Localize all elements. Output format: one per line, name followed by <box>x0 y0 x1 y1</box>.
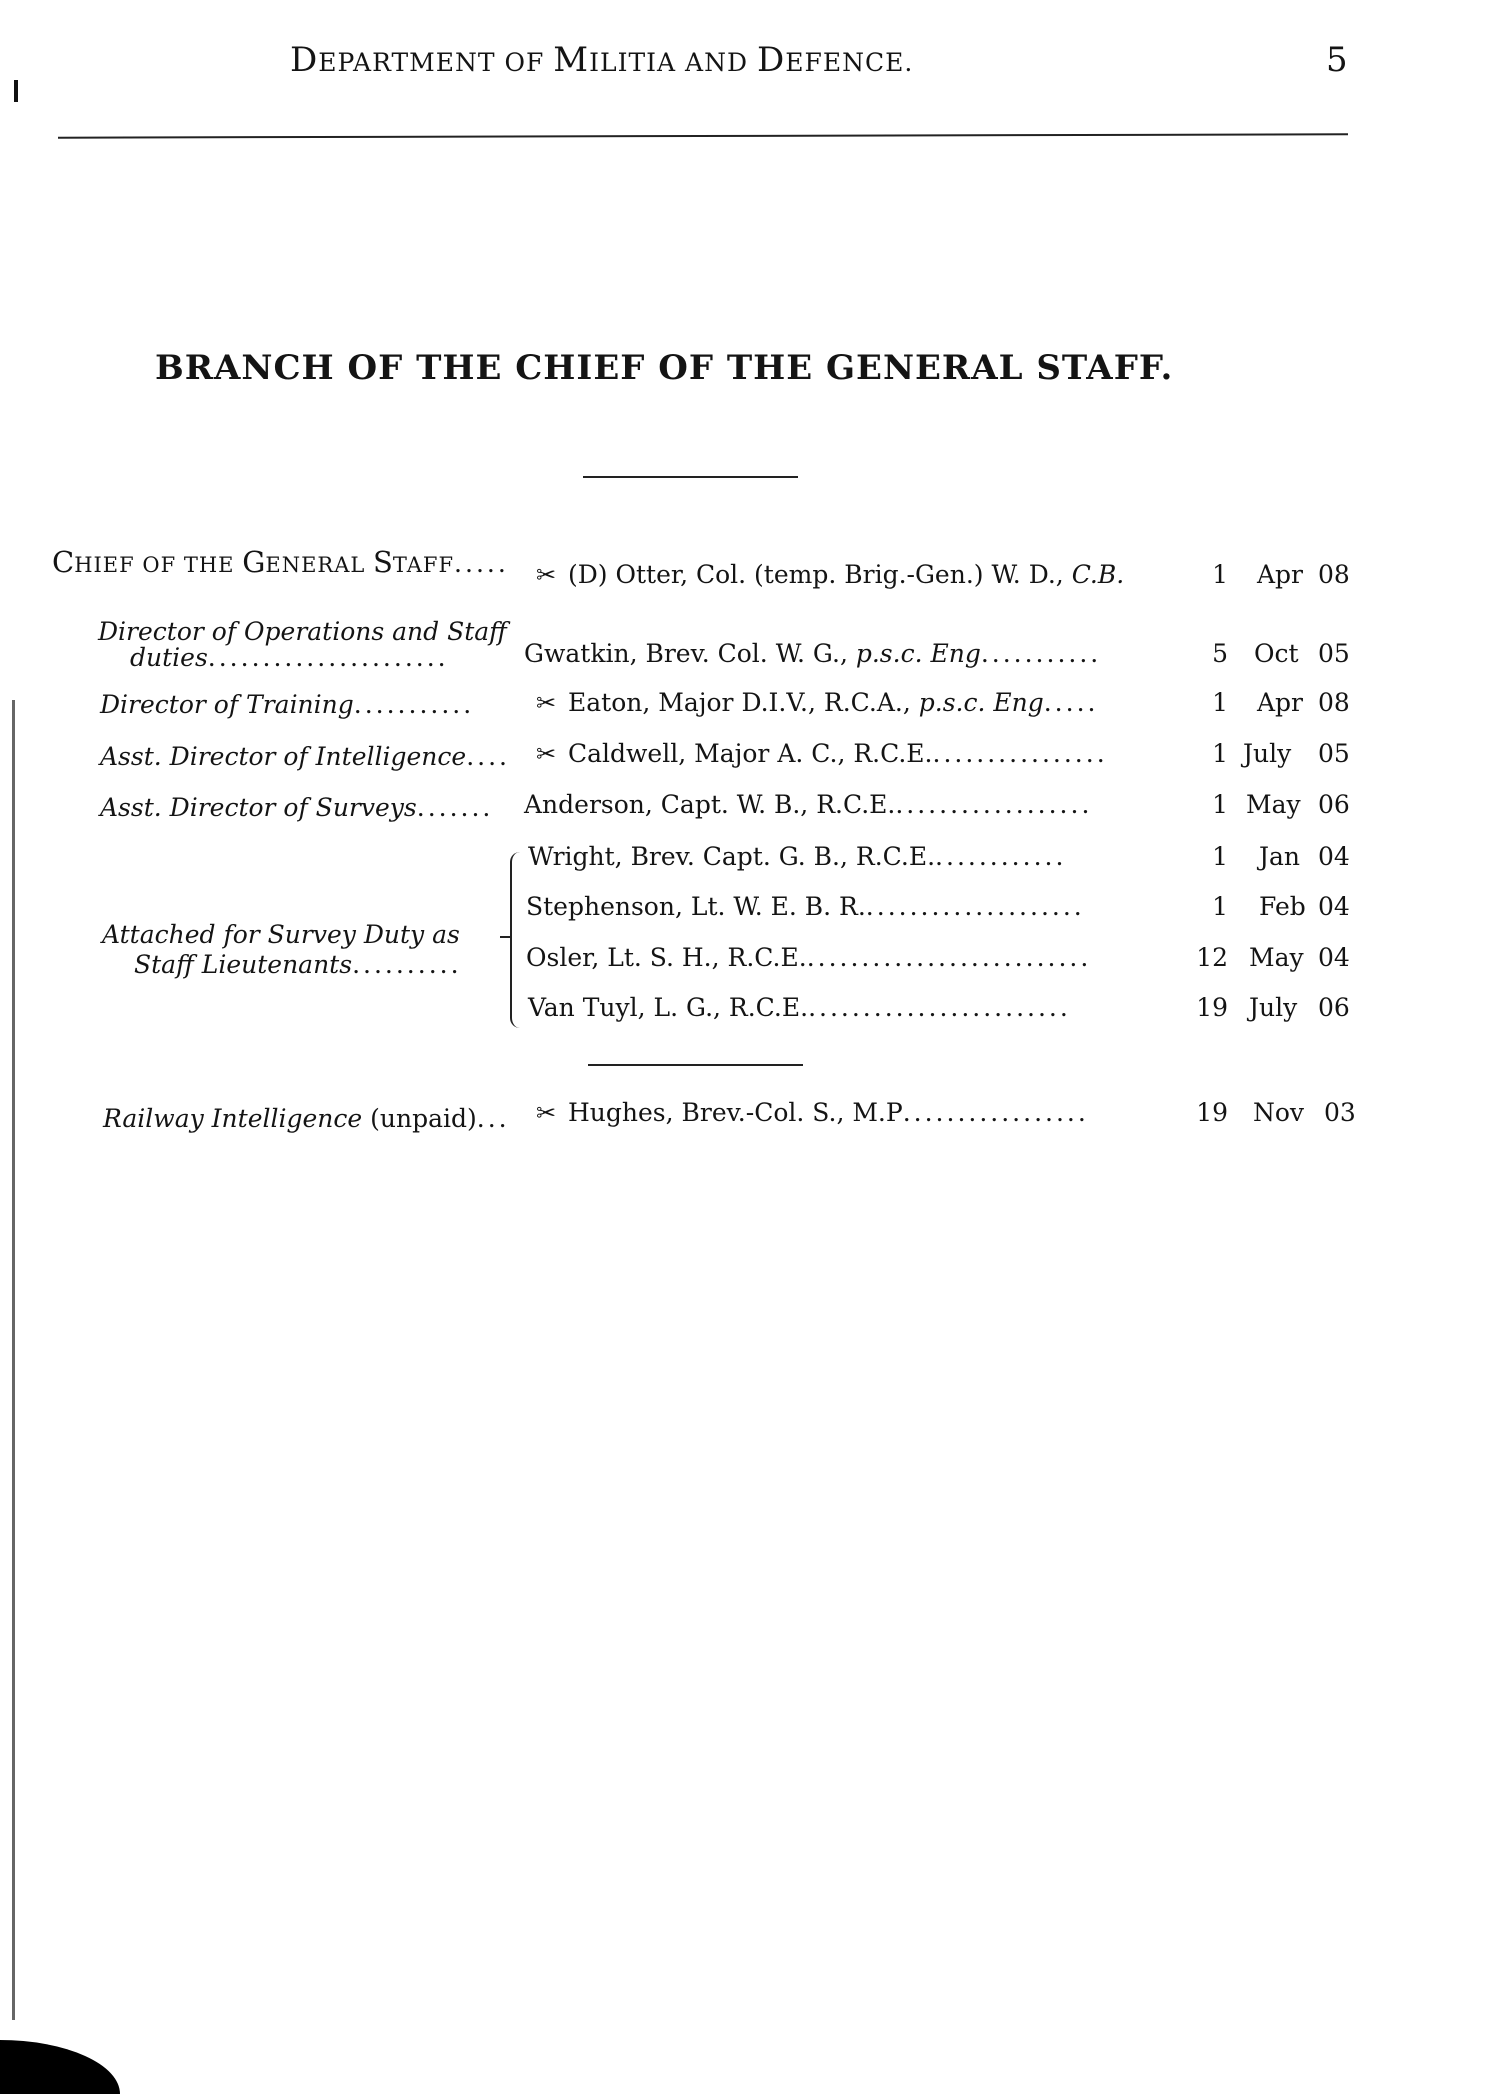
entry-year: 05 <box>1318 739 1350 768</box>
header-initial-m: M <box>553 40 590 80</box>
header-initial-d2: D <box>756 40 786 80</box>
entry-month: Nov <box>1253 1098 1305 1127</box>
survey-member-osler: Osler, Lt. S. H., R.C.E........................... <box>526 943 1092 972</box>
entry-day: 1 <box>1212 892 1228 921</box>
entry-day: 1 <box>1212 790 1228 819</box>
survey-group-label-line1: Attached for Survey Duty as <box>102 920 460 949</box>
running-header <box>290 40 913 80</box>
header-text-3: EFENCE. <box>785 48 914 77</box>
entry-month: Apr <box>1257 688 1304 717</box>
entry-month: July <box>1249 993 1298 1022</box>
survey-group-brace <box>510 852 526 1028</box>
title-divider <box>583 476 798 478</box>
entry-year: 08 <box>1318 560 1350 589</box>
crossed-swords-icon: ✂ <box>535 740 557 768</box>
scan-edge-mark <box>14 80 18 102</box>
section-title: BRANCH OF THE CHIEF OF THE GENERAL STAFF. <box>155 348 1174 388</box>
entry-day: 12 <box>1196 943 1228 972</box>
entry-month: May <box>1246 790 1301 819</box>
entry-year: 06 <box>1318 993 1350 1022</box>
crossed-swords-icon: ✂ <box>535 1099 557 1127</box>
crossed-swords-icon: ✂ <box>535 561 557 589</box>
entry-month: May <box>1249 943 1304 972</box>
entry-month: Feb <box>1259 892 1306 921</box>
entry-name-hughes: ✂ Hughes, Brev.-Col. S., M.P................. <box>524 1098 1089 1127</box>
entry-day: 19 <box>1196 993 1228 1022</box>
entry-day: 19 <box>1196 1098 1228 1127</box>
entry-label-operations-line2: duties...................... <box>130 643 449 672</box>
survey-member-stephenson: Stephenson, Lt. W. E. B. R..................... <box>526 892 1085 921</box>
entry-year: 04 <box>1318 842 1350 871</box>
entry-label-operations-line1: Director of Operations and Staff <box>98 617 507 646</box>
entry-month: July <box>1243 739 1292 768</box>
group-divider <box>588 1064 803 1066</box>
header-text-1: EPARTMENT OF <box>318 48 554 77</box>
entry-day: 1 <box>1212 560 1228 589</box>
entry-label-railway: Railway Intelligence (unpaid)... <box>103 1104 510 1133</box>
entry-name-eaton: ✂ Eaton, Major D.I.V., R.C.A., p.s.c. Eng..... <box>524 688 1098 717</box>
entry-name-otter: ✂ (D) Otter, Col. (temp. Brig.-Gen.) W. D., C.B. <box>524 560 1124 589</box>
entry-day: 1 <box>1212 688 1228 717</box>
entry-year: 03 <box>1324 1098 1356 1127</box>
entry-name-gwatkin: Gwatkin, Brev. Col. W. G., p.s.c. Eng........... <box>524 639 1102 668</box>
entry-month: Jan <box>1259 842 1301 871</box>
header-text-2: ILITIA AND <box>589 48 757 77</box>
header-rule <box>58 133 1348 138</box>
entry-label-training: Director of Training........... <box>100 690 475 719</box>
entry-month: Apr <box>1257 560 1304 589</box>
entry-label-chief: CHIEF OF THE GENERAL STAFF..... <box>52 545 509 579</box>
survey-group-label-line2: Staff Lieutenants.......... <box>134 950 462 979</box>
entry-name-caldwell: ✂ Caldwell, Major A. C., R.C.E................. <box>524 739 1108 768</box>
entry-label-surveys: Asst. Director of Surveys....... <box>100 793 494 822</box>
entry-day: 5 <box>1212 639 1228 668</box>
entry-year: 08 <box>1318 688 1350 717</box>
survey-group-brace-tip <box>500 936 510 938</box>
entry-year: 05 <box>1318 639 1350 668</box>
survey-member-wright: Wright, Brev. Capt. G. B., R.C.E............. <box>528 842 1067 871</box>
entry-day: 1 <box>1212 739 1228 768</box>
scan-edge-line <box>12 700 15 2020</box>
page-number: 5 <box>1326 40 1348 80</box>
entry-name-anderson: Anderson, Capt. W. B., R.C.E................... <box>524 790 1093 819</box>
scan-corner-shadow <box>0 2040 120 2094</box>
entry-year: 06 <box>1318 790 1350 819</box>
survey-member-van-tuyl: Van Tuyl, L. G., R.C.E......................... <box>528 993 1071 1022</box>
entry-label-intelligence: Asst. Director of Intelligence.... <box>100 742 510 771</box>
entry-day: 1 <box>1212 842 1228 871</box>
entry-year: 04 <box>1318 892 1350 921</box>
entry-year: 04 <box>1318 943 1350 972</box>
crossed-swords-icon: ✂ <box>535 689 557 717</box>
entry-month: Oct <box>1254 639 1299 668</box>
header-initial-d: D <box>290 40 319 80</box>
